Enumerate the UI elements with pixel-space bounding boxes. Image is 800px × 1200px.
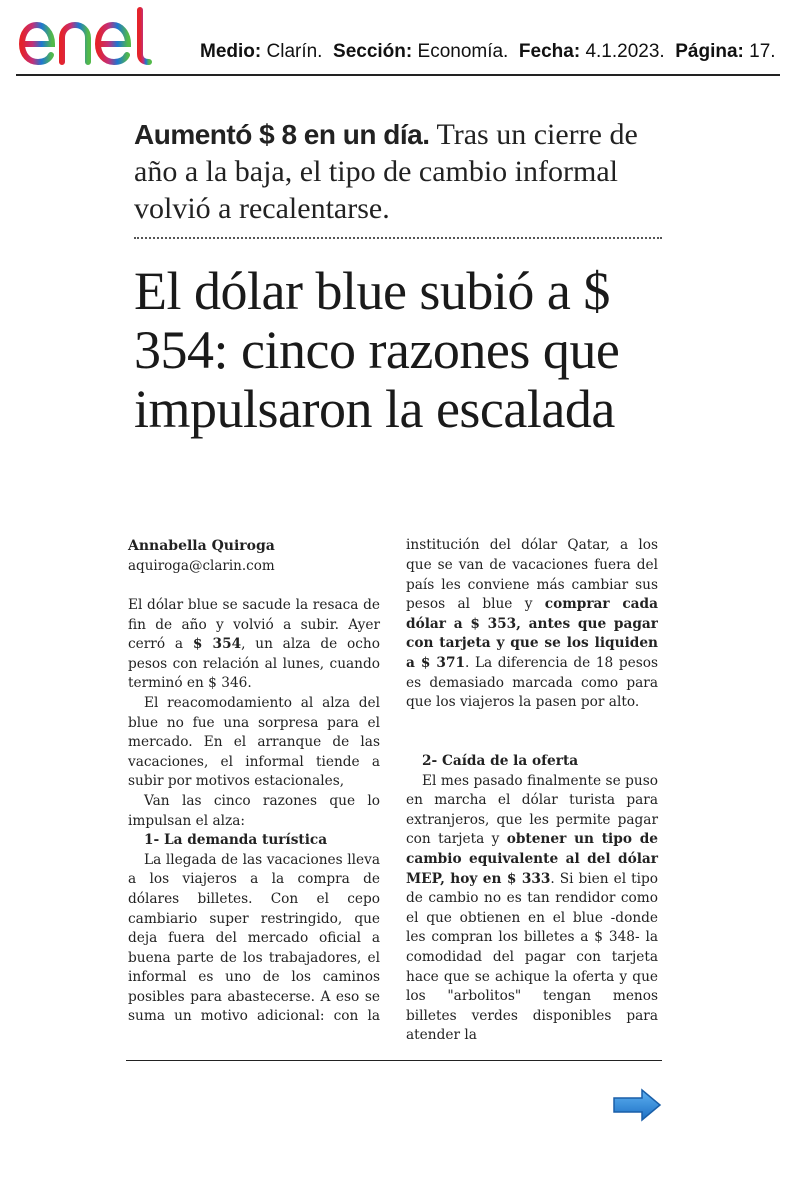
article-column-left: [128, 536, 380, 1027]
fecha-label: Fecha:: [518, 41, 581, 62]
fecha-value: 4.1.2023.: [585, 41, 665, 62]
paragraph-1: El dólar blue se sacude la resaca de fin de año y volvió a subir. Ayer cerró a $ 354, un alza de ocho pesos con relación al lunes, cuando terminó en $ 346.: [128, 597, 380, 692]
medio-value: Clarín.: [266, 41, 323, 62]
article-kicker: [134, 116, 664, 227]
paragraph-2: El reacomodamiento al alza del blue no fue una sorpresa para el mercado. En el arranque de las vacaciones, el informal tiende a subir por motivos estacionales,: [128, 694, 380, 790]
paragraph-5: El mes pasado finalmente se puso en marcha el dólar turista para extranjeros, que les permite pagar con tarjeta y obtener un tipo de cambio equivalente al del dólar MEP, hoy en $ 333. Si bien el tipo de cambio no es tan rendidor como el que obtienen en el blue -donde les compran los billetes a $ 348- la comodidad del pagar con tarjeta hace que se achique la oferta y que los "arbolitos" tengan menos billetes verdes disponibles para atender la: [406, 772, 658, 1044]
pagina-label: Página:: [675, 41, 744, 62]
kicker-lead: Aumentó $ 8 en un día.: [134, 119, 430, 150]
article-headline: El dólar blue subió a $ 354: cinco razones que impulsaron la escalada: [134, 261, 620, 439]
kicker-text: Tras un cierre de año a la baja, el tipo de cambio informal volvió a recalentarse.: [134, 118, 638, 225]
subheading-1: 1- La demanda turística: [144, 832, 328, 849]
seccion-label: Sección:: [333, 41, 413, 62]
author-email: aquiroga@clarin.com: [128, 558, 275, 574]
enel-logo: [16, 4, 182, 70]
footer-divider: [126, 1060, 662, 1061]
paragraph-4-part-1: La llegada de las vacaciones lleva a los viajeros a la compra de dólares billetes. Con el cepo cambiario super restringido, que deja fuera del mercado oficial a buena parte de los trabajadores, el informal es uno de los caminos posibles para abastecerse. A eso se suma un motivo adicional: con la: [128, 851, 380, 1025]
seccion-value: Economía.: [417, 41, 509, 62]
logo-wordmark: enel: [16, 4, 19, 5]
right-arrow-icon[interactable]: [612, 1088, 662, 1122]
medio-label: Medio:: [200, 41, 262, 62]
author-name: Annabella Quiroga: [128, 538, 275, 554]
pagina-value: 17.: [749, 41, 776, 62]
dotted-divider: [134, 237, 662, 239]
paragraph-4-continued: institución del dólar Qatar, a los que se van de vacaciones fuera del país les conviene más cambiar sus pesos al blue y comprar cada dólar a $ 353, antes que pagar con tarjeta y que se los liquiden a $ 371. La diferencia de 18 pesos es demasiado marcada como para que los viajeros la pasen por alto.: [406, 537, 658, 711]
press-metadata: [200, 41, 776, 63]
paragraph-3: Van las cinco razones que lo impulsan el alza:: [128, 792, 380, 829]
article-column-right: [406, 536, 658, 1046]
subheading-2: 2- Caída de la oferta: [422, 753, 579, 769]
header-divider: [16, 74, 780, 76]
